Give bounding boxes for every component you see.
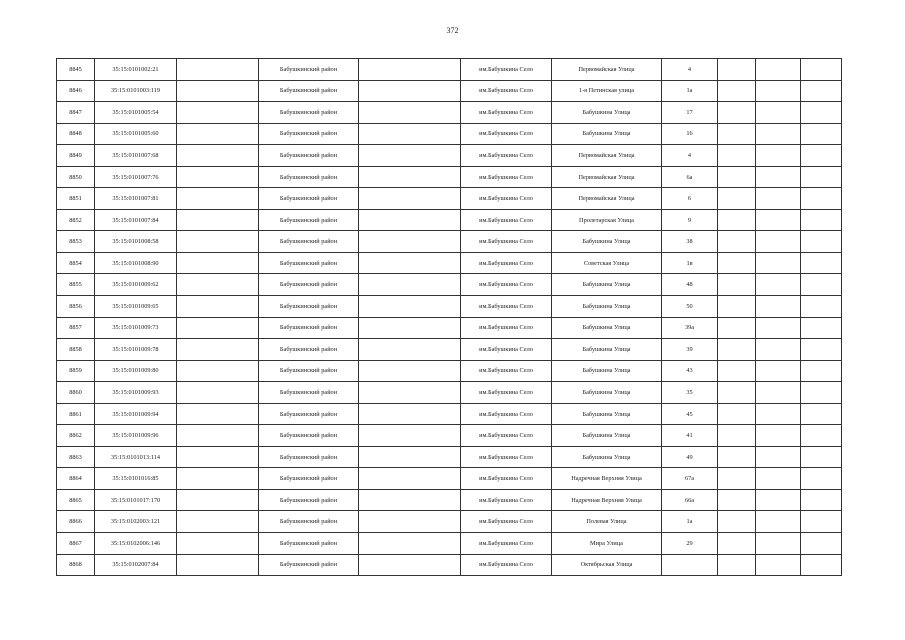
house-number-cell: 67а bbox=[662, 468, 718, 490]
empty-cell bbox=[359, 252, 461, 274]
cadastral-number-cell: 35:15:0102006:146 bbox=[95, 533, 177, 555]
empty-cell bbox=[801, 339, 842, 361]
empty-cell bbox=[801, 489, 842, 511]
empty-cell bbox=[756, 382, 801, 404]
house-number-cell: 48 bbox=[662, 274, 718, 296]
empty-cell bbox=[177, 166, 259, 188]
house-number-cell: 6а bbox=[662, 166, 718, 188]
row-number-cell: 8850 bbox=[57, 166, 95, 188]
empty-cell bbox=[177, 274, 259, 296]
locality-cell: им.Бабушкина Село bbox=[461, 533, 552, 555]
empty-cell bbox=[718, 489, 756, 511]
empty-cell bbox=[756, 511, 801, 533]
row-number-cell: 8854 bbox=[57, 252, 95, 274]
empty-cell bbox=[177, 339, 259, 361]
district-cell: Бабушкинский район bbox=[259, 468, 359, 490]
cadastral-number-cell: 35:15:0101013:114 bbox=[95, 446, 177, 468]
cadastral-number-cell: 35:15:0101009:73 bbox=[95, 317, 177, 339]
street-cell: 1-я Петинская улица bbox=[552, 80, 662, 102]
empty-cell bbox=[718, 425, 756, 447]
empty-cell bbox=[718, 360, 756, 382]
district-cell: Бабушкинский район bbox=[259, 252, 359, 274]
locality-cell: им.Бабушкина Село bbox=[461, 403, 552, 425]
row-number-cell: 8856 bbox=[57, 296, 95, 318]
empty-cell bbox=[359, 468, 461, 490]
table-row bbox=[57, 102, 842, 124]
empty-cell bbox=[718, 123, 756, 145]
locality-cell: им.Бабушкина Село bbox=[461, 382, 552, 404]
empty-cell bbox=[718, 80, 756, 102]
street-cell: Бабушкина Улица bbox=[552, 403, 662, 425]
empty-cell bbox=[801, 188, 842, 210]
empty-cell bbox=[718, 468, 756, 490]
empty-cell bbox=[359, 102, 461, 124]
empty-cell bbox=[801, 382, 842, 404]
table-row bbox=[57, 59, 842, 81]
locality-cell: им.Бабушкина Село bbox=[461, 80, 552, 102]
empty-cell bbox=[756, 446, 801, 468]
house-number-cell: 1а bbox=[662, 511, 718, 533]
cadastral-number-cell: 35:15:0101005:60 bbox=[95, 123, 177, 145]
cadastral-number-cell: 35:15:0101009:94 bbox=[95, 403, 177, 425]
empty-cell bbox=[359, 59, 461, 81]
table-row bbox=[57, 382, 842, 404]
street-cell: Бабушкина Улица bbox=[552, 296, 662, 318]
empty-cell bbox=[359, 274, 461, 296]
house-number-cell: 66а bbox=[662, 489, 718, 511]
district-cell: Бабушкинский район bbox=[259, 296, 359, 318]
empty-cell bbox=[801, 317, 842, 339]
cadastral-number-cell: 35:15:0101008:58 bbox=[95, 231, 177, 253]
cadastral-number-cell: 35:15:0101009:96 bbox=[95, 425, 177, 447]
table-row bbox=[57, 188, 842, 210]
cadastral-number-cell: 35:15:0101007:84 bbox=[95, 209, 177, 231]
house-number-cell: 9 bbox=[662, 209, 718, 231]
district-cell: Бабушкинский район bbox=[259, 145, 359, 167]
table-row bbox=[57, 511, 842, 533]
empty-cell bbox=[801, 102, 842, 124]
empty-cell bbox=[801, 252, 842, 274]
empty-cell bbox=[718, 446, 756, 468]
empty-cell bbox=[177, 231, 259, 253]
district-cell: Бабушкинский район bbox=[259, 231, 359, 253]
street-cell: Бабушкина Улица bbox=[552, 382, 662, 404]
house-number-cell: 41 bbox=[662, 425, 718, 447]
locality-cell: им.Бабушкина Село bbox=[461, 231, 552, 253]
district-cell: Бабушкинский район bbox=[259, 382, 359, 404]
district-cell: Бабушкинский район bbox=[259, 360, 359, 382]
locality-cell: им.Бабушкина Село bbox=[461, 511, 552, 533]
empty-cell bbox=[756, 252, 801, 274]
house-number-cell: 17 bbox=[662, 102, 718, 124]
district-cell: Бабушкинский район bbox=[259, 80, 359, 102]
empty-cell bbox=[359, 231, 461, 253]
locality-cell: им.Бабушкина Село bbox=[461, 252, 552, 274]
empty-cell bbox=[177, 403, 259, 425]
empty-cell bbox=[177, 489, 259, 511]
table-row bbox=[57, 360, 842, 382]
empty-cell bbox=[756, 360, 801, 382]
house-number-cell bbox=[662, 554, 718, 576]
empty-cell bbox=[718, 231, 756, 253]
empty-cell bbox=[801, 209, 842, 231]
street-cell: Бабушкина Улица bbox=[552, 446, 662, 468]
empty-cell bbox=[359, 80, 461, 102]
district-cell: Бабушкинский район bbox=[259, 554, 359, 576]
empty-cell bbox=[718, 382, 756, 404]
locality-cell: им.Бабушкина Село bbox=[461, 59, 552, 81]
street-cell: Бабушкина Улица bbox=[552, 317, 662, 339]
empty-cell bbox=[177, 123, 259, 145]
empty-cell bbox=[756, 123, 801, 145]
row-number-cell: 8849 bbox=[57, 145, 95, 167]
locality-cell: им.Бабушкина Село bbox=[461, 209, 552, 231]
empty-cell bbox=[756, 489, 801, 511]
empty-cell bbox=[177, 446, 259, 468]
empty-cell bbox=[756, 468, 801, 490]
empty-cell bbox=[177, 296, 259, 318]
cadastral-number-cell: 35:15:0101009:65 bbox=[95, 296, 177, 318]
empty-cell bbox=[718, 554, 756, 576]
empty-cell bbox=[718, 59, 756, 81]
table-row bbox=[57, 166, 842, 188]
locality-cell: им.Бабушкина Село bbox=[461, 274, 552, 296]
table-row bbox=[57, 145, 842, 167]
empty-cell bbox=[177, 59, 259, 81]
table-row bbox=[57, 533, 842, 555]
empty-cell bbox=[801, 511, 842, 533]
cadastral-number-cell: 35:15:0101017:170 bbox=[95, 489, 177, 511]
district-cell: Бабушкинский район bbox=[259, 489, 359, 511]
locality-cell: им.Бабушкина Село bbox=[461, 446, 552, 468]
locality-cell: им.Бабушкина Село bbox=[461, 468, 552, 490]
table-row bbox=[57, 80, 842, 102]
empty-cell bbox=[718, 102, 756, 124]
street-cell: Первомайская Улица bbox=[552, 59, 662, 81]
empty-cell bbox=[359, 533, 461, 555]
cadastral-number-cell: 35:15:0101009:78 bbox=[95, 339, 177, 361]
empty-cell bbox=[756, 317, 801, 339]
row-number-cell: 8863 bbox=[57, 446, 95, 468]
street-cell: Бабушкина Улица bbox=[552, 339, 662, 361]
district-cell: Бабушкинский район bbox=[259, 511, 359, 533]
locality-cell: им.Бабушкина Село bbox=[461, 489, 552, 511]
table-row bbox=[57, 468, 842, 490]
empty-cell bbox=[756, 188, 801, 210]
district-cell: Бабушкинский район bbox=[259, 188, 359, 210]
house-number-cell: 38 bbox=[662, 231, 718, 253]
empty-cell bbox=[177, 317, 259, 339]
row-number-cell: 8846 bbox=[57, 80, 95, 102]
empty-cell bbox=[359, 296, 461, 318]
street-cell: Бабушкина Улица bbox=[552, 274, 662, 296]
cadastral-number-cell: 35:15:0102003:121 bbox=[95, 511, 177, 533]
empty-cell bbox=[756, 533, 801, 555]
cadastral-number-cell: 35:15:0102007:84 bbox=[95, 554, 177, 576]
cadastral-number-cell: 35:15:0101003:119 bbox=[95, 80, 177, 102]
house-number-cell: 16 bbox=[662, 123, 718, 145]
locality-cell: им.Бабушкина Село bbox=[461, 123, 552, 145]
house-number-cell: 1в bbox=[662, 252, 718, 274]
empty-cell bbox=[718, 339, 756, 361]
street-cell: Надречная Верхняя Улица bbox=[552, 468, 662, 490]
page-number: 372 bbox=[446, 26, 459, 35]
table-row bbox=[57, 274, 842, 296]
locality-cell: им.Бабушкина Село bbox=[461, 317, 552, 339]
empty-cell bbox=[801, 296, 842, 318]
district-cell: Бабушкинский район bbox=[259, 102, 359, 124]
empty-cell bbox=[801, 403, 842, 425]
house-number-cell: 1а bbox=[662, 80, 718, 102]
table-row bbox=[57, 425, 842, 447]
district-cell: Бабушкинский район bbox=[259, 403, 359, 425]
registry-rows bbox=[57, 59, 842, 576]
empty-cell bbox=[177, 209, 259, 231]
empty-cell bbox=[718, 188, 756, 210]
house-number-cell: 39а bbox=[662, 317, 718, 339]
street-cell: Надречная Верхняя Улица bbox=[552, 489, 662, 511]
district-cell: Бабушкинский район bbox=[259, 209, 359, 231]
house-number-cell: 35 bbox=[662, 382, 718, 404]
district-cell: Бабушкинский район bbox=[259, 59, 359, 81]
empty-cell bbox=[756, 339, 801, 361]
row-number-cell: 8852 bbox=[57, 209, 95, 231]
empty-cell bbox=[177, 80, 259, 102]
row-number-cell: 8860 bbox=[57, 382, 95, 404]
street-cell: Пролетарская Улица bbox=[552, 209, 662, 231]
row-number-cell: 8866 bbox=[57, 511, 95, 533]
cadastral-number-cell: 35:15:0101002:21 bbox=[95, 59, 177, 81]
empty-cell bbox=[359, 317, 461, 339]
row-number-cell: 8865 bbox=[57, 489, 95, 511]
empty-cell bbox=[718, 166, 756, 188]
empty-cell bbox=[756, 403, 801, 425]
empty-cell bbox=[359, 489, 461, 511]
table-row bbox=[57, 317, 842, 339]
cadastral-number-cell: 35:15:0101009:62 bbox=[95, 274, 177, 296]
street-cell: Первомайская Улица bbox=[552, 188, 662, 210]
row-number-cell: 8853 bbox=[57, 231, 95, 253]
table-row bbox=[57, 446, 842, 468]
empty-cell bbox=[177, 425, 259, 447]
empty-cell bbox=[359, 209, 461, 231]
district-cell: Бабушкинский район bbox=[259, 446, 359, 468]
empty-cell bbox=[359, 403, 461, 425]
empty-cell bbox=[718, 317, 756, 339]
locality-cell: им.Бабушкина Село bbox=[461, 339, 552, 361]
street-cell: Бабушкина Улица bbox=[552, 425, 662, 447]
empty-cell bbox=[359, 446, 461, 468]
empty-cell bbox=[718, 533, 756, 555]
row-number-cell: 8857 bbox=[57, 317, 95, 339]
registry-table bbox=[56, 58, 842, 576]
empty-cell bbox=[359, 511, 461, 533]
street-cell: Полевая Улица bbox=[552, 511, 662, 533]
street-cell: Советская Улица bbox=[552, 252, 662, 274]
empty-cell bbox=[801, 533, 842, 555]
row-number-cell: 8847 bbox=[57, 102, 95, 124]
cadastral-number-cell: 35:15:0101008:90 bbox=[95, 252, 177, 274]
empty-cell bbox=[718, 209, 756, 231]
empty-cell bbox=[801, 360, 842, 382]
empty-cell bbox=[801, 59, 842, 81]
row-number-cell: 8861 bbox=[57, 403, 95, 425]
table-row bbox=[57, 209, 842, 231]
house-number-cell: 39 bbox=[662, 339, 718, 361]
empty-cell bbox=[756, 296, 801, 318]
street-cell: Бабушкина Улица bbox=[552, 231, 662, 253]
district-cell: Бабушкинский район bbox=[259, 317, 359, 339]
empty-cell bbox=[359, 188, 461, 210]
house-number-cell: 45 bbox=[662, 403, 718, 425]
house-number-cell: 49 bbox=[662, 446, 718, 468]
locality-cell: им.Бабушкина Село bbox=[461, 166, 552, 188]
row-number-cell: 8851 bbox=[57, 188, 95, 210]
district-cell: Бабушкинский район bbox=[259, 533, 359, 555]
empty-cell bbox=[359, 360, 461, 382]
house-number-cell: 29 bbox=[662, 533, 718, 555]
street-cell: Октябрьская Улица bbox=[552, 554, 662, 576]
empty-cell bbox=[801, 80, 842, 102]
district-cell: Бабушкинский район bbox=[259, 166, 359, 188]
empty-cell bbox=[359, 145, 461, 167]
cadastral-number-cell: 35:15:0101007:68 bbox=[95, 145, 177, 167]
street-cell: Мира Улица bbox=[552, 533, 662, 555]
cadastral-number-cell: 35:15:0101009:93 bbox=[95, 382, 177, 404]
empty-cell bbox=[177, 533, 259, 555]
row-number-cell: 8864 bbox=[57, 468, 95, 490]
locality-cell: им.Бабушкина Село bbox=[461, 102, 552, 124]
locality-cell: им.Бабушкина Село bbox=[461, 145, 552, 167]
cadastral-number-cell: 35:15:0101005:54 bbox=[95, 102, 177, 124]
row-number-cell: 8845 bbox=[57, 59, 95, 81]
empty-cell bbox=[756, 166, 801, 188]
empty-cell bbox=[177, 252, 259, 274]
street-cell: Бабушкина Улица bbox=[552, 123, 662, 145]
empty-cell bbox=[177, 102, 259, 124]
empty-cell bbox=[359, 123, 461, 145]
empty-cell bbox=[756, 231, 801, 253]
empty-cell bbox=[801, 231, 842, 253]
table-row bbox=[57, 231, 842, 253]
street-cell: Бабушкина Улица bbox=[552, 360, 662, 382]
empty-cell bbox=[756, 209, 801, 231]
table-row bbox=[57, 489, 842, 511]
empty-cell bbox=[756, 59, 801, 81]
empty-cell bbox=[359, 166, 461, 188]
cadastral-number-cell: 35:15:0101016:85 bbox=[95, 468, 177, 490]
row-number-cell: 8859 bbox=[57, 360, 95, 382]
table-row bbox=[57, 403, 842, 425]
empty-cell bbox=[359, 425, 461, 447]
empty-cell bbox=[177, 188, 259, 210]
empty-cell bbox=[756, 102, 801, 124]
empty-cell bbox=[801, 145, 842, 167]
district-cell: Бабушкинский район bbox=[259, 339, 359, 361]
empty-cell bbox=[177, 382, 259, 404]
table-row bbox=[57, 554, 842, 576]
empty-cell bbox=[801, 425, 842, 447]
row-number-cell: 8858 bbox=[57, 339, 95, 361]
empty-cell bbox=[801, 166, 842, 188]
row-number-cell: 8848 bbox=[57, 123, 95, 145]
empty-cell bbox=[756, 425, 801, 447]
empty-cell bbox=[177, 468, 259, 490]
row-number-cell: 8862 bbox=[57, 425, 95, 447]
empty-cell bbox=[801, 274, 842, 296]
table-row bbox=[57, 252, 842, 274]
empty-cell bbox=[718, 296, 756, 318]
empty-cell bbox=[756, 145, 801, 167]
district-cell: Бабушкинский район bbox=[259, 274, 359, 296]
locality-cell: им.Бабушкина Село bbox=[461, 188, 552, 210]
empty-cell bbox=[177, 360, 259, 382]
street-cell: Первомайская Улица bbox=[552, 145, 662, 167]
locality-cell: им.Бабушкина Село bbox=[461, 296, 552, 318]
district-cell: Бабушкинский район bbox=[259, 123, 359, 145]
empty-cell bbox=[801, 446, 842, 468]
table-row bbox=[57, 339, 842, 361]
empty-cell bbox=[718, 511, 756, 533]
empty-cell bbox=[756, 274, 801, 296]
empty-cell bbox=[359, 339, 461, 361]
empty-cell bbox=[177, 511, 259, 533]
house-number-cell: 6 bbox=[662, 188, 718, 210]
row-number-cell: 8868 bbox=[57, 554, 95, 576]
empty-cell bbox=[177, 145, 259, 167]
empty-cell bbox=[359, 554, 461, 576]
house-number-cell: 4 bbox=[662, 59, 718, 81]
empty-cell bbox=[718, 252, 756, 274]
empty-cell bbox=[177, 554, 259, 576]
cadastral-number-cell: 35:15:0101007:76 bbox=[95, 166, 177, 188]
empty-cell bbox=[756, 80, 801, 102]
empty-cell bbox=[718, 403, 756, 425]
house-number-cell: 43 bbox=[662, 360, 718, 382]
row-number-cell: 8855 bbox=[57, 274, 95, 296]
street-cell: Бабушкина Улица bbox=[552, 102, 662, 124]
locality-cell: им.Бабушкина Село bbox=[461, 425, 552, 447]
row-number-cell: 8867 bbox=[57, 533, 95, 555]
empty-cell bbox=[718, 274, 756, 296]
empty-cell bbox=[801, 468, 842, 490]
empty-cell bbox=[801, 554, 842, 576]
table-row bbox=[57, 296, 842, 318]
empty-cell bbox=[801, 123, 842, 145]
street-cell: Первомайская Улица bbox=[552, 166, 662, 188]
empty-cell bbox=[756, 554, 801, 576]
empty-cell bbox=[359, 382, 461, 404]
district-cell: Бабушкинский район bbox=[259, 425, 359, 447]
house-number-cell: 50 bbox=[662, 296, 718, 318]
table-row bbox=[57, 123, 842, 145]
house-number-cell: 4 bbox=[662, 145, 718, 167]
cadastral-number-cell: 35:15:0101007:81 bbox=[95, 188, 177, 210]
locality-cell: им.Бабушкина Село bbox=[461, 360, 552, 382]
cadastral-number-cell: 35:15:0101009:80 bbox=[95, 360, 177, 382]
locality-cell: им.Бабушкина Село bbox=[461, 554, 552, 576]
empty-cell bbox=[718, 145, 756, 167]
